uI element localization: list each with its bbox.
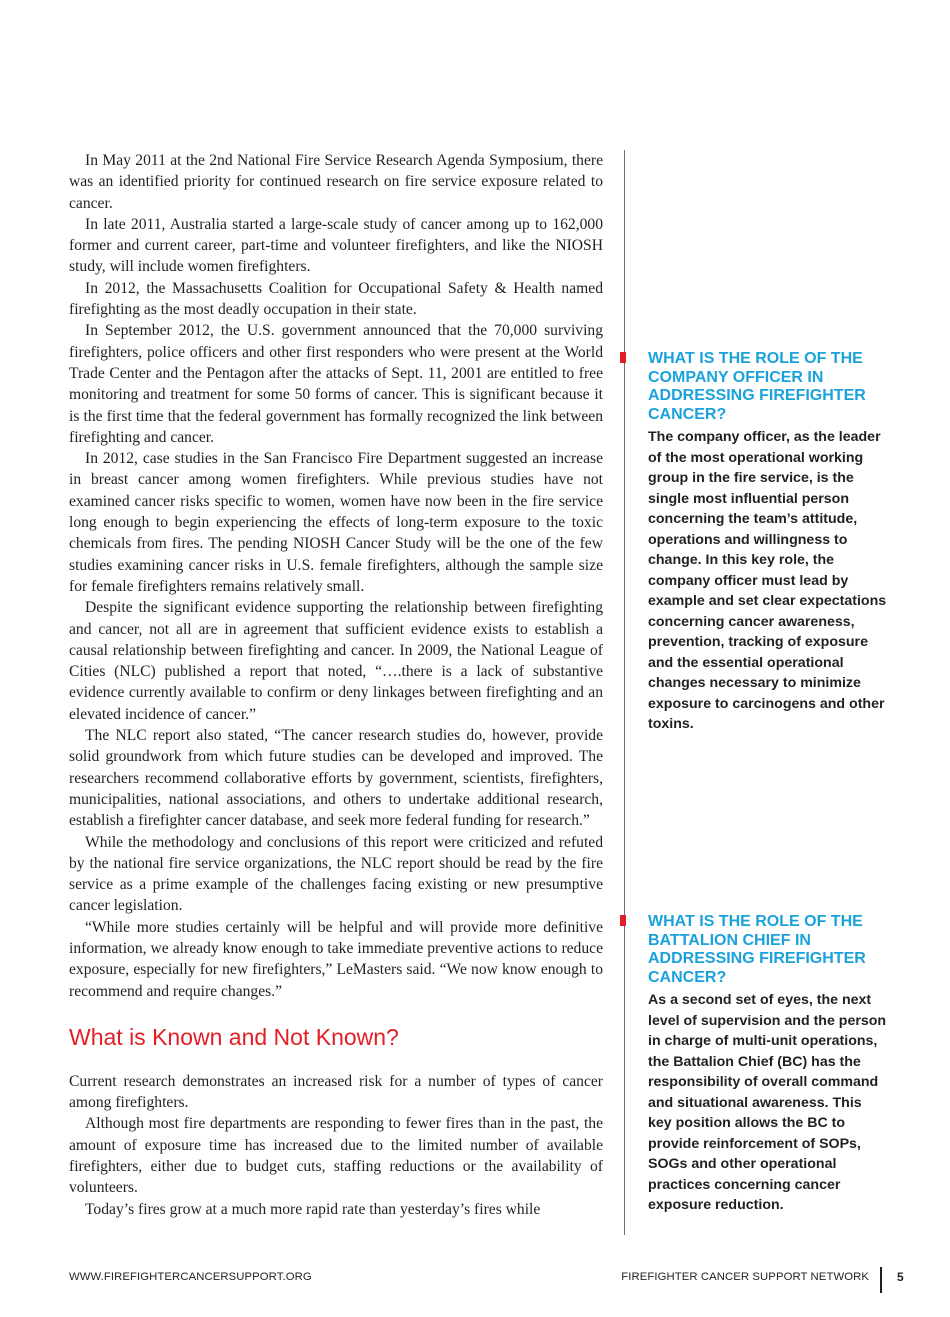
paragraph: In 2012, case studies in the San Francisco Fire Department suggested an increase in breast cancer among women firefighters. While previous studies have not examined cancer risks specific to women, women have now been in the fire service long enough to begin experiencing the effects of long-term exposure to the toxic chemicals from fires. The pending NIOSH Cancer Study will be the one of the few studies examining cancer risks in U.S. female firefighters, although the sample size for female firefighters remains relatively small. bbox=[69, 450, 603, 595]
sidebar-box-company-officer bbox=[648, 350, 888, 735]
sidebar-body: As a second set of eyes, the next level of supervision and the person in charge of multi-unit operations, the Battalion Chief (BC) has the responsibility of overall command and situational awareness. This key position allows the BC to provide reinforcement of SOPs, SOGs and other operational practices concerning cancer exposure reduction. bbox=[648, 992, 887, 1214]
paragraph: In May 2011 at the 2nd National Fire Service Research Agenda Symposium, there was an identified priority for continued research on fire service exposure related to cancer. bbox=[69, 152, 603, 212]
paragraph: Current research demonstrates an increased risk for a number of types of cancer among firefighters. bbox=[69, 1072, 603, 1112]
main-column bbox=[69, 150, 603, 1220]
column-divider bbox=[624, 150, 625, 1235]
page-number: 5 bbox=[897, 1270, 904, 1284]
section-heading: What is Known and Not Known? bbox=[69, 1023, 399, 1050]
footer-org: FIREFIGHTER CANCER SUPPORT NETWORK bbox=[621, 1271, 869, 1283]
paragraph: In 2012, the Massachusetts Coalition for Occupational Safety & Health named firefighting as the most deadly occupation in their state. bbox=[69, 279, 603, 319]
paragraph: In late 2011, Australia started a large-scale study of cancer among up to 162,000 former and current career, part-time and volunteer firefighters, and like the NIOSH study, will include women firefighters. bbox=[69, 215, 603, 276]
footer-url: WWW.FIREFIGHTERCANCERSUPPORT.ORG bbox=[69, 1271, 312, 1283]
paragraph: Although most fire departments are responding to fewer fires than in the past, the amount of exposure time has increased due to the limited number of available firefighters, either due to budget cuts, staffing reductions or the availability of volunteers. bbox=[69, 1115, 603, 1197]
paragraph: The NLC report also stated, “The cancer research studies do, however, provide solid groundwork from which future studies can be developed and improved. The researchers recommend collaborative efforts by government, scientists, firefighters, municipalities, national associations, and others to undertake additional research, establish a firefighter cancer database, and seek more federal funding for research.” bbox=[69, 727, 603, 830]
paragraph: Despite the significant evidence supporting the relationship between firefighting and cancer, not all are in agreement that sufficient evidence exists to establish a causal relationship between firefighting and cancer. In 2009, the National League of Cities (NLC) published a report that noted, “….there is a lack of substantive evidence currently available to confirm or deny linkages between firefighting and an elevated incidence of cancer.” bbox=[69, 599, 603, 723]
sidebar-heading: WHAT IS THE ROLE OF THE BATTALION CHIEF IN ADDRESSING FIREFIGHTER CANCER? bbox=[648, 913, 866, 986]
sidebar-marker bbox=[620, 915, 626, 926]
paragraph: In September 2012, the U.S. government announced that the 70,000 surviving firefighters, police officers and other first responders who were present at the World Trade Center and the Pentagon after the attacks of Sept. 11, 2001 are entitled to free monitoring and treatment for some 50 forms of cancer. This is significant because it is the first time that the federal government has formally recognized the link between firefighting and cancer. bbox=[69, 322, 603, 446]
sidebar-body: The company officer, as the leader of the most operational working group in the fire service, is the single most influential person concerning the team’s attitude, operations and willingness to change. In this key role, the company officer must lead by example and set clear expectations concerning cancer awareness, prevention, tracking of exposure and the essential operational changes necessary to minimize exposure to carcinogens and other toxins. bbox=[648, 429, 887, 733]
paragraph: “While more studies certainly will be helpful and will provide more definitive information, we already know enough to take immediate preventive actions to reduce exposure, especially for new firefighters,” LeMasters said. “We now know enough to recommend and require changes.” bbox=[69, 918, 603, 1000]
paragraph: Today’s fires grow at a much more rapid rate than yesterday’s fires while bbox=[85, 1200, 541, 1218]
footer-divider bbox=[880, 1267, 882, 1293]
paragraph: While the methodology and conclusions of this report were criticized and refuted by the national fire service organizations, the NLC report should be read by the fire service as a prime example of the challenges facing existing or new presumptive cancer legislation. bbox=[69, 833, 603, 915]
sidebar-box-battalion-chief bbox=[648, 913, 888, 1216]
sidebar-heading: WHAT IS THE ROLE OF THE COMPANY OFFICER IN ADDRESSING FIREFIGHTER CANCER? bbox=[648, 350, 866, 423]
sidebar-marker bbox=[620, 352, 626, 363]
